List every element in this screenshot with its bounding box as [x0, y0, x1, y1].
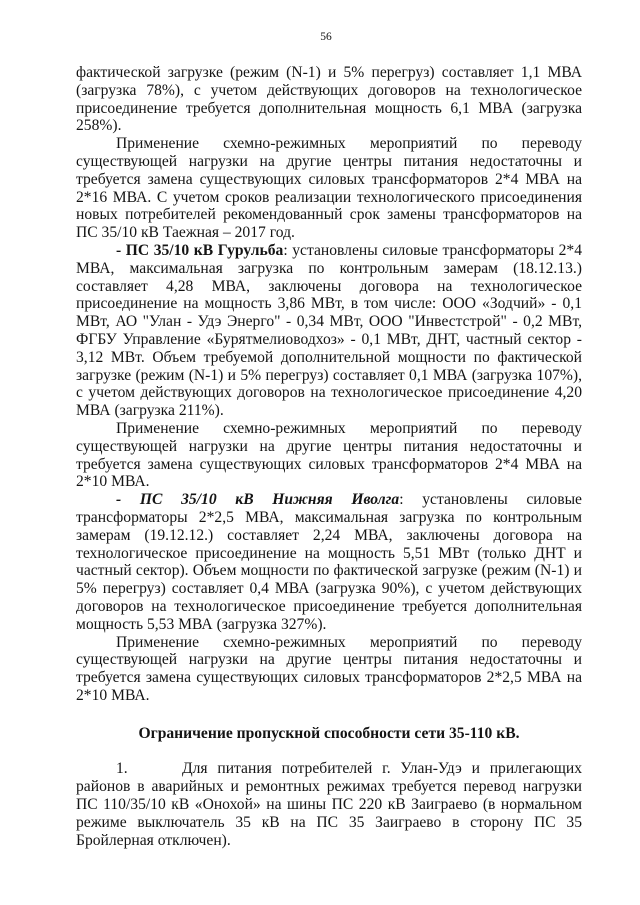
- substation-text-gurulba: : установлены силовые трансформаторы 2*4 МВА, максимальная загрузка по контрольным замерам (18.12.13.) составляет 4,28 МВА, заключены договора на технологическое присоединение на мощность 3,86 МВт, в том числе: ООО «Зодчий» - 0,1 МВт, АО "Улан - Удэ Энерго" - 0,34 МВт, ООО "Инвестстрой" - 0,2 МВт, ФГБУ Управление «Бурятмелиоводхоз» - 0,1 МВт, ДНТ, частный сектор - 3,12 МВт. Объем требуемой дополнительной мощности по фактической загрузке (режим (N-1) и 5% перегруз) составляет 0,1 МВА (загрузка 107%), с учетом действующих договоров на технологическое присоединение 4,20 МВА (загрузка 211%).: [76, 241, 582, 420]
- substation-title-gurulba: - ПС 35/10 кВ Гурульба: [116, 241, 284, 259]
- paragraph-gurulba: [76, 242, 582, 420]
- list-item-number: 1.: [116, 760, 128, 778]
- substation-text-nizhnyaya-ivolga: : установлены силовые трансформаторы 2*2,5 МВА, максимальная загрузка по контрольным замерам (19.12.12.) составляет 2,24 МВА, заключены договора на технологическое присоединение на мощность 5,51 МВт (только ДНТ и частный сектор). Объем мощности по фактической загрузке (режим (N-1) и 5% перегруз) составляет 0,4 МВА (загрузка 90%), с учетом действующих договоров на технологическое присоединение требуется дополнительная мощность 5,53 МВА (загрузка 327%).: [76, 491, 582, 633]
- section-heading: Ограничение пропускной способности сети 35-110 кВ.: [138, 724, 520, 742]
- paragraph-taezhnaya-load: фактической загрузке (режим (N-1) и 5% перегруз) составляет 1,1 МВА (загрузка 78%), с учетом действующих договоров на технологическое присоединение требуется дополнительная мощность 6,1 МВА (загрузка 258%).: [76, 64, 582, 135]
- paragraph-nizhnyaya-ivolga: [76, 491, 582, 633]
- paragraph-nizhnyaya-ivolga-measures: Применение схемно-режимных мероприятий по переводу существующей нагрузки на другие центры питания недостаточны и требуется замена существующих силовых трансформаторов 2*2,5 МВА на 2*10 МВА.: [76, 633, 582, 704]
- list-item-text: Для питания потребителей г. Улан-Удэ и прилегающих районов в аварийных и ремонтных режимах требуется перевод нагрузки ПС 110/35/10 кВ «Онохой» на шины ПС 220 кВ Заиграево (в нормальном режиме выключатель 35 кВ на ПС 35 Заиграево в сторону ПС 35 Бройлерная отключен).: [76, 760, 582, 849]
- list-item-1: [76, 760, 582, 849]
- paragraph-taezhnaya-measures: Применение схемно-режимных мероприятий по переводу существующей нагрузки на другие центры питания недостаточны и требуется замена существующих силовых трансформаторов 2*4 МВА на 2*16 МВА. С учетом сроков реализации технологического присоединения новых потребителей рекомендованный срок замены трансформаторов на ПС 35/10 кВ Таежная – 2017 год.: [76, 135, 582, 242]
- substation-title-nizhnyaya-ivolga: - ПС 35/10 кВ Нижняя Иволга: [116, 491, 400, 509]
- paragraph-gurulba-measures: Применение схемно-режимных мероприятий по переводу существующей нагрузки на другие центры питания недостаточны и требуется замена существующих силовых трансформаторов 2*4 МВА на 2*10 МВА.: [76, 419, 582, 491]
- page-number: 56: [320, 31, 332, 43]
- document-page: [76, 30, 582, 849]
